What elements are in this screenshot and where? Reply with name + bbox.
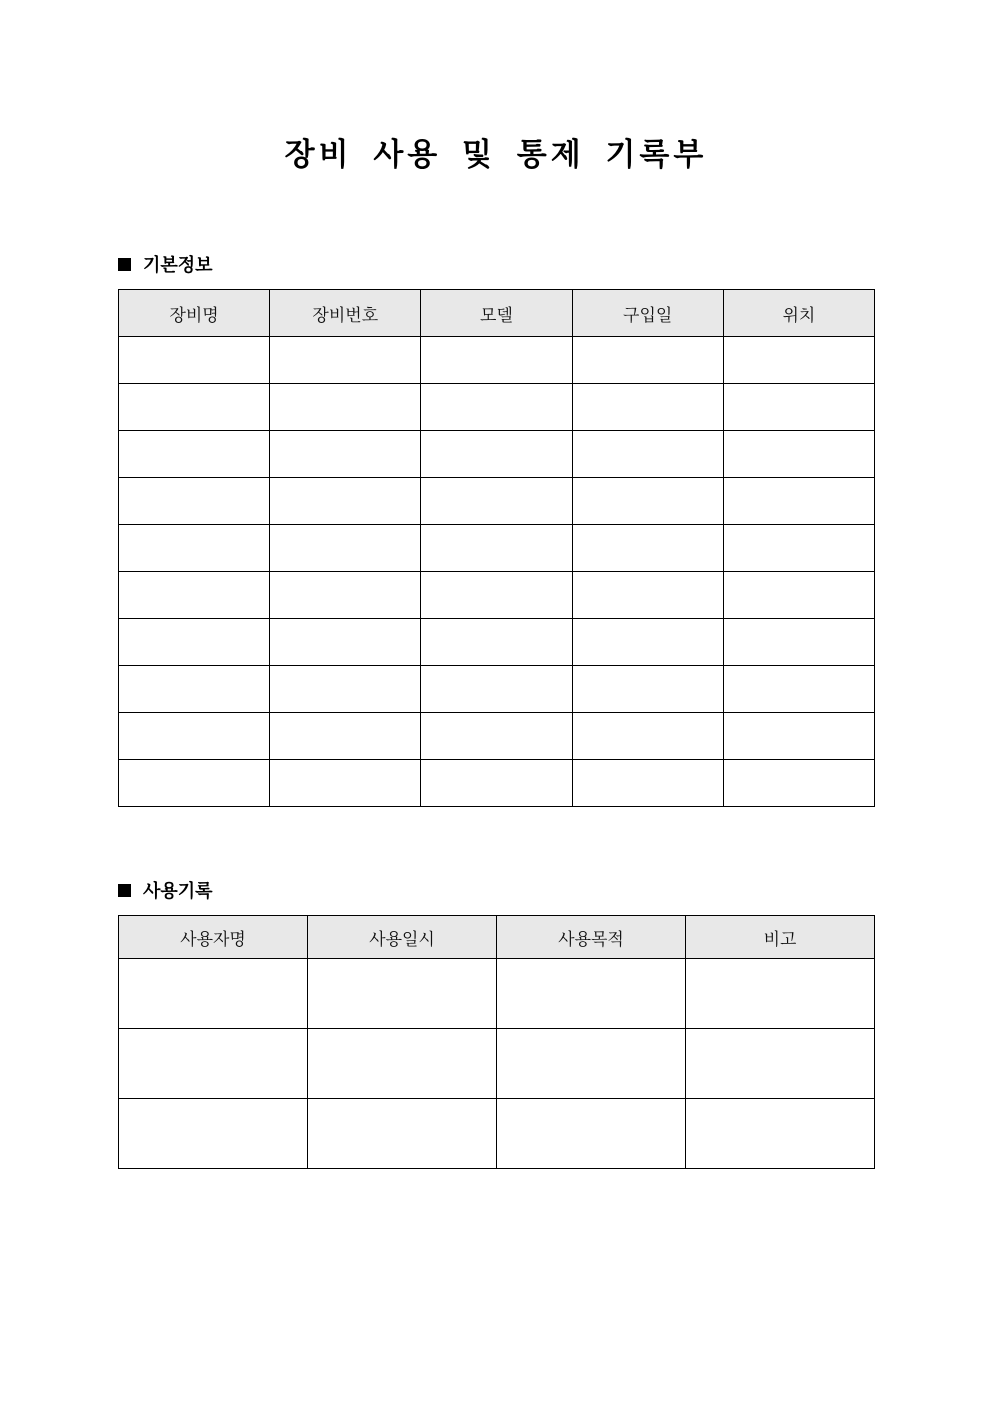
table-cell[interactable]	[421, 572, 572, 619]
table-cell[interactable]	[723, 431, 874, 478]
table-cell[interactable]	[421, 337, 572, 384]
table-cell[interactable]	[119, 525, 270, 572]
page-title: 장비 사용 및 통제 기록부	[284, 137, 708, 173]
table-row	[119, 666, 875, 713]
table-row	[119, 713, 875, 760]
table-cell[interactable]	[723, 713, 874, 760]
table-cell[interactable]	[421, 525, 572, 572]
table-row	[119, 619, 875, 666]
table-cell[interactable]	[723, 478, 874, 525]
table-cell[interactable]	[421, 713, 572, 760]
table-cell[interactable]	[723, 525, 874, 572]
table-cell[interactable]	[270, 619, 421, 666]
table-cell[interactable]	[308, 959, 497, 1029]
table-cell[interactable]	[270, 760, 421, 807]
table-cell[interactable]	[270, 431, 421, 478]
column-header-usage-purpose: 사용목적	[497, 916, 686, 959]
table-row	[119, 572, 875, 619]
table-cell[interactable]	[572, 760, 723, 807]
table-cell[interactable]	[497, 959, 686, 1029]
basic-info-table	[118, 289, 875, 807]
table-cell[interactable]	[723, 337, 874, 384]
table-cell[interactable]	[686, 959, 875, 1029]
table-cell[interactable]	[421, 760, 572, 807]
table-row	[119, 525, 875, 572]
table-cell[interactable]	[723, 619, 874, 666]
table-cell[interactable]	[421, 478, 572, 525]
table-cell[interactable]	[270, 525, 421, 572]
section-heading-label: 기본정보	[143, 255, 213, 276]
column-header-equipment-name: 장비명	[119, 290, 270, 337]
table-cell[interactable]	[572, 572, 723, 619]
table-cell[interactable]	[270, 666, 421, 713]
table-header-row	[119, 916, 875, 959]
table-cell[interactable]	[686, 1029, 875, 1099]
table-cell[interactable]	[119, 572, 270, 619]
table-row	[119, 1099, 875, 1169]
table-cell[interactable]	[308, 1099, 497, 1169]
table-header-row	[119, 290, 875, 337]
usage-record-table	[118, 915, 875, 1169]
table-cell[interactable]	[270, 713, 421, 760]
black-square-bullet-icon	[118, 884, 131, 897]
table-cell[interactable]	[421, 666, 572, 713]
table-cell[interactable]	[723, 572, 874, 619]
table-cell[interactable]	[421, 619, 572, 666]
table-cell[interactable]	[723, 666, 874, 713]
table-cell[interactable]	[572, 619, 723, 666]
table-cell[interactable]	[723, 384, 874, 431]
column-header-purchase-date: 구입일	[572, 290, 723, 337]
table-cell[interactable]	[497, 1029, 686, 1099]
table-cell[interactable]	[308, 1029, 497, 1099]
table-cell[interactable]	[497, 1099, 686, 1169]
table-cell[interactable]	[270, 478, 421, 525]
column-header-user-name: 사용자명	[119, 916, 308, 959]
table-cell[interactable]	[119, 478, 270, 525]
column-header-model: 모델	[421, 290, 572, 337]
table-cell[interactable]	[119, 666, 270, 713]
section-heading-basic-info	[118, 251, 213, 277]
column-header-equipment-number: 장비번호	[270, 290, 421, 337]
table-cell[interactable]	[119, 384, 270, 431]
table-cell[interactable]	[572, 337, 723, 384]
table-row	[119, 337, 875, 384]
table-row	[119, 1029, 875, 1099]
table-cell[interactable]	[119, 760, 270, 807]
table-cell[interactable]	[572, 431, 723, 478]
column-header-location: 위치	[723, 290, 874, 337]
table-cell[interactable]	[572, 525, 723, 572]
table-row	[119, 760, 875, 807]
table-row	[119, 384, 875, 431]
table-cell[interactable]	[119, 1029, 308, 1099]
table-cell[interactable]	[421, 384, 572, 431]
table-cell[interactable]	[270, 337, 421, 384]
table-cell[interactable]	[686, 1099, 875, 1169]
table-cell[interactable]	[572, 713, 723, 760]
table-row	[119, 959, 875, 1029]
table-cell[interactable]	[723, 760, 874, 807]
table-cell[interactable]	[119, 713, 270, 760]
table-cell[interactable]	[572, 478, 723, 525]
table-cell[interactable]	[119, 431, 270, 478]
column-header-remarks: 비고	[686, 916, 875, 959]
table-cell[interactable]	[119, 619, 270, 666]
table-cell[interactable]	[119, 337, 270, 384]
table-cell[interactable]	[421, 431, 572, 478]
table-cell[interactable]	[270, 572, 421, 619]
table-cell[interactable]	[119, 1099, 308, 1169]
column-header-usage-datetime: 사용일시	[308, 916, 497, 959]
table-cell[interactable]	[270, 384, 421, 431]
table-cell[interactable]	[572, 384, 723, 431]
table-row	[119, 431, 875, 478]
section-heading-label: 사용기록	[143, 881, 213, 902]
black-square-bullet-icon	[118, 258, 131, 271]
table-cell[interactable]	[119, 959, 308, 1029]
section-heading-usage-record	[118, 877, 213, 903]
table-row	[119, 478, 875, 525]
table-cell[interactable]	[572, 666, 723, 713]
